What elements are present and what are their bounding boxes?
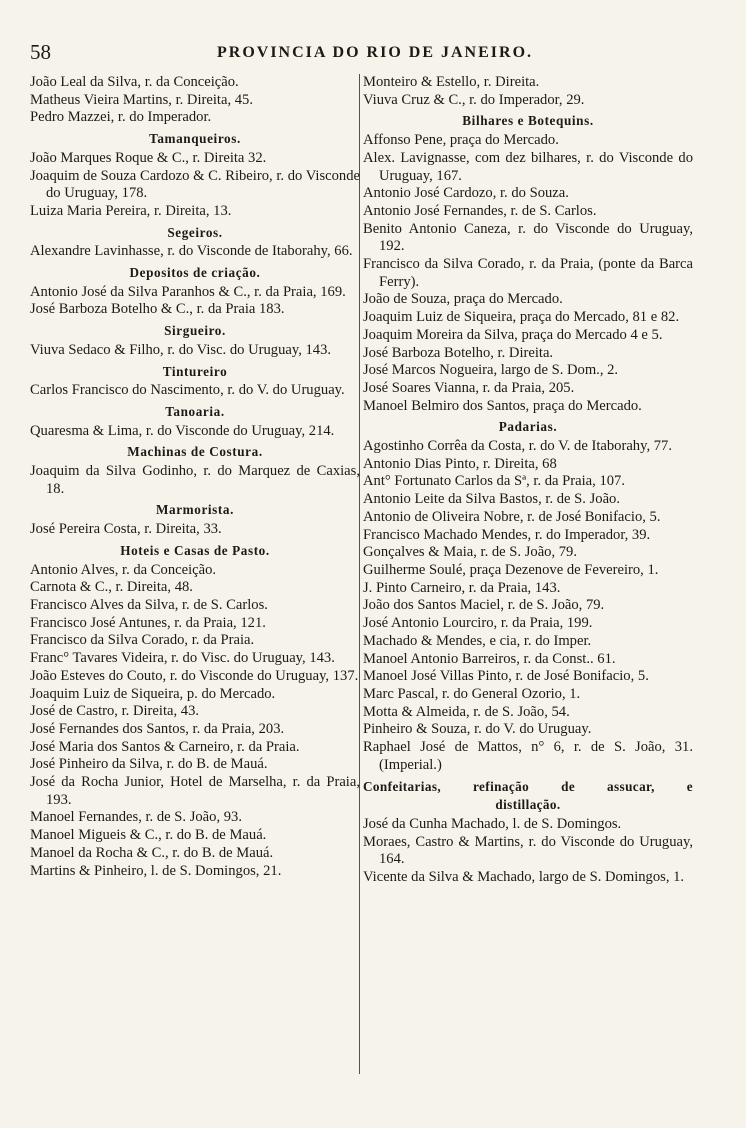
directory-entry: Viuva Sedaco & Filho, r. do Visc. do Uruguay, 143. (30, 341, 332, 358)
directory-entry: Antonio José da Silva Paranhos & C., r. da Praia, 169. (30, 283, 346, 300)
section-heading: Confeitarias, refinação de assucar, e (363, 779, 693, 795)
directory-entry: Ant° Fortunato Carlos da Sª, r. da Praia, 107. (363, 473, 625, 490)
directory-entry: João dos Santos Maciel, r. de S. João, 79. (363, 597, 605, 614)
page-title: PROVINCIA DO RIO DE JANEIRO. (216, 44, 534, 61)
section-heading: Segeiros. (167, 224, 223, 240)
directory-entry: Monteiro & Estello, r. Direita. (363, 74, 540, 90)
right-column (363, 74, 693, 887)
directory-entry: Martins & Pinheiro, l. de S. Domingos, 21. (30, 862, 282, 879)
directory-entry: Manoel Antonio Barreiros, r. da Const.. 61. (363, 650, 616, 667)
directory-entry: Joaquim Luiz de Siqueira, praça do Mercado, 81 e 82. (363, 309, 680, 326)
directory-entry: Quaresma & Lima, r. do Visconde do Uruguay, 214. (30, 422, 335, 439)
directory-entry: José Barboza Botelho, r. Direita. (363, 344, 554, 361)
directory-entry: Moraes, Castro & Martins, r. do Visconde do Uruguay, 164. (363, 833, 693, 868)
directory-entry: Antonio Leite da Silva Bastos, r. de S. João. (363, 491, 620, 508)
directory-entry: Pinheiro & Souza, r. do V. do Uruguay. (363, 721, 592, 738)
directory-entry: Antonio Alves, r. da Conceição. (30, 561, 217, 578)
directory-entry: Francisco da Silva Corado, r. da Praia. (30, 632, 255, 649)
page-header (30, 40, 720, 66)
section-heading: Padarias. (498, 419, 558, 435)
directory-entry: Antonio José Fernandes, r. de S. Carlos. (363, 202, 597, 219)
directory-entry: Luiza Maria Pereira, r. Direita, 13. (30, 202, 232, 219)
directory-entry: Manoel Belmiro dos Santos, praça do Mercado. (363, 397, 642, 414)
directory-entry: João de Souza, praça do Mercado. (363, 291, 563, 308)
directory-entry: José Barboza Botelho & C., r. da Praia 183. (30, 301, 285, 318)
directory-entry: José Fernandes dos Santos, r. da Praia, 203. (30, 720, 285, 737)
directory-entry: Pedro Mazzei, r. do Imperador. (30, 109, 212, 126)
directory-entry: José da Cunha Machado, l. de S. Domingos. (363, 815, 622, 832)
directory-entry: Agostinho Corrêa da Costa, r. do V. de Itaborahy, 77. (363, 438, 672, 455)
directory-entry: José Marcos Nogueira, largo de S. Dom., 2. (363, 362, 619, 379)
directory-entry: Benito Antonio Caneza, r. do Visconde do Uruguay, 192. (363, 220, 693, 255)
directory-entry: Joaquim Luiz de Siqueira, p. do Mercado. (30, 685, 276, 702)
directory-entry: Francisco José Antunes, r. da Praia, 121. (30, 614, 266, 631)
directory-entry: Raphael José de Mattos, n° 6, r. de S. João, 31. (Imperial.) (363, 739, 693, 773)
left-column (30, 74, 360, 880)
directory-entry: José Pinheiro da Silva, r. do B. de Mauá. (30, 756, 268, 773)
directory-entry: Vicente da Silva & Machado, largo de S. Domingos, 1. (363, 868, 685, 885)
directory-entry: Antonio José Cardozo, r. do Souza. (363, 185, 569, 202)
section-heading: Tintureiro (162, 363, 228, 379)
directory-entry: Matheus Vieira Martins, r. Direita, 45. (30, 91, 253, 108)
directory-entry: Affonso Pene, praça do Mercado. (363, 132, 559, 149)
section-heading: Depositos de criação. (129, 265, 261, 281)
directory-entry: Motta & Almeida, r. de S. João, 54. (363, 703, 570, 720)
section-heading: Machinas de Costura. (127, 444, 263, 460)
directory-entry: Alexandre Lavinhasse, r. do Visconde de Itaborahy, 66. (30, 243, 353, 260)
directory-entry: Joaquim Moreira da Silva, praça do Mercado 4 e 5. (363, 326, 663, 343)
directory-entry: José Antonio Lourciro, r. da Praia, 199. (363, 615, 593, 632)
directory-entry: João Marques Roque & C., r. Direita 32. (30, 149, 267, 166)
directory-entry: Alex. Lavignasse, com dez bilhares, r. do Visconde do Uruguay, 167. (363, 149, 693, 184)
directory-entry: Manoel Migueis & C., r. do B. de Mauá. (30, 827, 267, 844)
directory-entry: Joaquim de Souza Cardozo & C. Ribeiro, r. do Visconde do Uruguay, 178. (30, 167, 360, 202)
directory-entry: Joaquim da Silva Godinho, r. do Marquez de Caxias, 18. (30, 463, 360, 497)
section-heading: Bilhares e Botequins. (462, 113, 594, 129)
directory-entry: Francisco da Silva Corado, r. da Praia, (ponte da Barca Ferry). (363, 256, 693, 290)
directory-entry: Carlos Francisco do Nascimento, r. do V. do Uruguay. (30, 382, 345, 399)
directory-entry: José Soares Vianna, r. da Praia, 205. (363, 379, 575, 396)
directory-entry: José de Castro, r. Direita, 43. (30, 703, 200, 720)
directory-entry: Marc Pascal, r. do General Ozorio, 1. (363, 685, 581, 702)
section-heading: Sirgueiro. (164, 323, 226, 339)
directory-entry: Francisco Alves da Silva, r. de S. Carlos. (30, 596, 268, 613)
section-heading: Tamanqueiros. (149, 131, 241, 147)
directory-entry: Gonçalves & Maia, r. de S. João, 79. (363, 544, 578, 561)
directory-entry: Manoel José Villas Pinto, r. de José Bonifacio, 5. (363, 668, 649, 685)
directory-entry: Viuva Cruz & C., r. do Imperador, 29. (363, 91, 585, 108)
directory-entry: José Maria dos Santos & Carneiro, r. da Praia. (30, 738, 300, 755)
directory-entry: Antonio Dias Pinto, r. Direita, 68 (363, 455, 557, 472)
directory-entry: Antonio de Oliveira Nobre, r. de José Bonifacio, 5. (363, 508, 661, 525)
section-heading: Tanoaria. (165, 403, 225, 419)
section-heading: Marmorista. (155, 502, 234, 518)
section-heading: Hoteis e Casas de Pasto. (120, 542, 270, 558)
directory-entry: Guilherme Soulé, praça Dezenove de Fevereiro, 1. (363, 561, 659, 578)
directory-entry: Franc° Tavares Videira, r. do Visc. do Uruguay, 143. (30, 650, 335, 667)
directory-entry: Manoel da Rocha & C., r. do B. de Mauá. (30, 844, 274, 861)
section-heading-cont: distillação. (495, 797, 561, 813)
directory-entry: Carnota & C., r. Direita, 48. (30, 579, 193, 596)
directory-entry: Machado & Mendes, e cia, r. do Imper. (363, 632, 592, 649)
directory-entry: José da Rocha Junior, Hotel de Marselha, r. da Praia, 193. (30, 774, 360, 808)
page-number: 58 (30, 40, 51, 64)
directory-entry: Manoel Fernandes, r. de S. João, 93. (30, 809, 242, 826)
directory-entry: Francisco Machado Mendes, r. do Imperador, 39. (363, 526, 651, 543)
directory-entry: João Leal da Silva, r. da Conceição. (30, 74, 239, 90)
directory-entry: J. Pinto Carneiro, r. da Praia, 143. (363, 579, 561, 596)
directory-entry: João Esteves do Couto, r. do Visconde do Uruguay, 137. (30, 667, 359, 684)
directory-entry: José Pereira Costa, r. Direita, 33. (30, 521, 222, 538)
